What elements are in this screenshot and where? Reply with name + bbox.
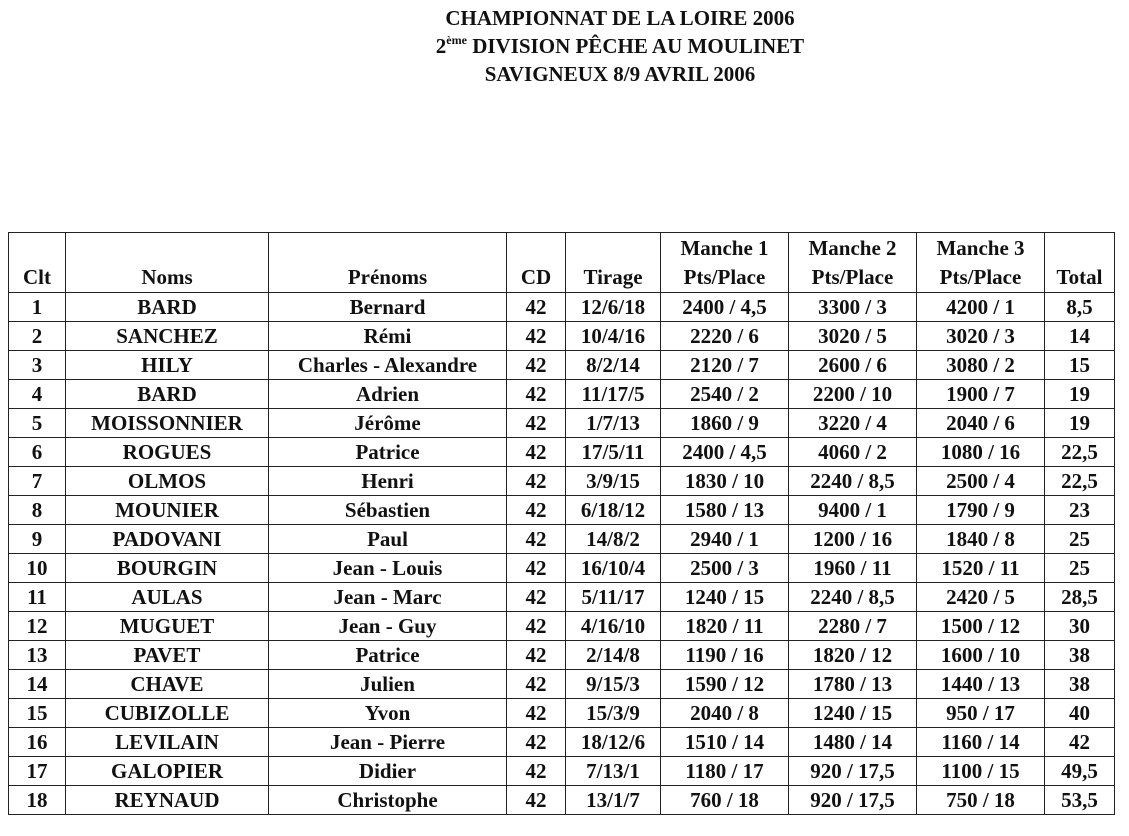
cell-nom: BOURGIN bbox=[66, 554, 269, 583]
cell-nom: BARD bbox=[66, 380, 269, 409]
cell-total: 38 bbox=[1045, 670, 1115, 699]
cell-prenom: Christophe bbox=[269, 786, 507, 815]
cell-total: 38 bbox=[1045, 641, 1115, 670]
cell-prenom: Didier bbox=[269, 757, 507, 786]
cell-clt: 17 bbox=[9, 757, 66, 786]
cell-cd: 42 bbox=[507, 554, 566, 583]
header-cell-empty bbox=[269, 233, 507, 263]
cell-tirage: 7/13/1 bbox=[566, 757, 661, 786]
cell-prenom: Patrice bbox=[269, 438, 507, 467]
cell-manche1: 2500 / 3 bbox=[661, 554, 789, 583]
column-header-prenoms: Prénoms bbox=[269, 263, 507, 293]
cell-nom: AULAS bbox=[66, 583, 269, 612]
cell-total: 15 bbox=[1045, 351, 1115, 380]
cell-manche1: 2040 / 8 bbox=[661, 699, 789, 728]
table-row bbox=[9, 728, 1115, 757]
cell-total: 28,5 bbox=[1045, 583, 1115, 612]
cell-cd: 42 bbox=[507, 525, 566, 554]
cell-nom: GALOPIER bbox=[66, 757, 269, 786]
cell-manche1: 2400 / 4,5 bbox=[661, 293, 789, 322]
cell-manche2: 2600 / 6 bbox=[789, 351, 917, 380]
cell-nom: PAVET bbox=[66, 641, 269, 670]
column-header-noms: Noms bbox=[66, 263, 269, 293]
header-manche-2: Manche 2 bbox=[789, 233, 917, 263]
cell-tirage: 3/9/15 bbox=[566, 467, 661, 496]
cell-manche2: 920 / 17,5 bbox=[789, 786, 917, 815]
cell-clt: 11 bbox=[9, 583, 66, 612]
header-manche-3: Manche 3 bbox=[917, 233, 1045, 263]
cell-tirage: 4/16/10 bbox=[566, 612, 661, 641]
cell-manche3: 3080 / 2 bbox=[917, 351, 1045, 380]
cell-total: 49,5 bbox=[1045, 757, 1115, 786]
table-row bbox=[9, 380, 1115, 409]
cell-clt: 1 bbox=[9, 293, 66, 322]
cell-manche3: 1080 / 16 bbox=[917, 438, 1045, 467]
cell-cd: 42 bbox=[507, 322, 566, 351]
cell-manche2: 3300 / 3 bbox=[789, 293, 917, 322]
header-cell-empty bbox=[507, 233, 566, 263]
cell-clt: 14 bbox=[9, 670, 66, 699]
column-header-tirage: Tirage bbox=[566, 263, 661, 293]
table-row bbox=[9, 467, 1115, 496]
cell-manche2: 1960 / 11 bbox=[789, 554, 917, 583]
cell-tirage: 8/2/14 bbox=[566, 351, 661, 380]
cell-tirage: 14/8/2 bbox=[566, 525, 661, 554]
cell-manche1: 1590 / 12 bbox=[661, 670, 789, 699]
cell-tirage: 5/11/17 bbox=[566, 583, 661, 612]
cell-cd: 42 bbox=[507, 293, 566, 322]
cell-nom: CUBIZOLLE bbox=[66, 699, 269, 728]
cell-manche3: 1520 / 11 bbox=[917, 554, 1045, 583]
cell-tirage: 11/17/5 bbox=[566, 380, 661, 409]
cell-cd: 42 bbox=[507, 351, 566, 380]
cell-total: 25 bbox=[1045, 554, 1115, 583]
column-header-total: Total bbox=[1045, 263, 1115, 293]
cell-cd: 42 bbox=[507, 641, 566, 670]
header-manche-1: Manche 1 bbox=[661, 233, 789, 263]
division-number: 2 bbox=[435, 34, 447, 58]
cell-cd: 42 bbox=[507, 786, 566, 815]
cell-manche3: 1500 / 12 bbox=[917, 612, 1045, 641]
cell-clt: 3 bbox=[9, 351, 66, 380]
cell-manche3: 1900 / 7 bbox=[917, 380, 1045, 409]
cell-cd: 42 bbox=[507, 728, 566, 757]
cell-prenom: Sébastien bbox=[269, 496, 507, 525]
cell-manche3: 2040 / 6 bbox=[917, 409, 1045, 438]
cell-prenom: Henri bbox=[269, 467, 507, 496]
header-cell-empty bbox=[66, 233, 269, 263]
cell-manche2: 920 / 17,5 bbox=[789, 757, 917, 786]
cell-manche3: 4200 / 1 bbox=[917, 293, 1045, 322]
cell-cd: 42 bbox=[507, 670, 566, 699]
table-row bbox=[9, 670, 1115, 699]
cell-manche3: 2500 / 4 bbox=[917, 467, 1045, 496]
table-row bbox=[9, 351, 1115, 380]
cell-tirage: 10/4/16 bbox=[566, 322, 661, 351]
cell-total: 14 bbox=[1045, 322, 1115, 351]
cell-tirage: 17/5/11 bbox=[566, 438, 661, 467]
cell-manche2: 1240 / 15 bbox=[789, 699, 917, 728]
cell-nom: PADOVANI bbox=[66, 525, 269, 554]
cell-prenom: Jérôme bbox=[269, 409, 507, 438]
cell-tirage: 12/6/18 bbox=[566, 293, 661, 322]
cell-nom: HILY bbox=[66, 351, 269, 380]
cell-manche2: 2280 / 7 bbox=[789, 612, 917, 641]
table-row bbox=[9, 496, 1115, 525]
cell-tirage: 6/18/12 bbox=[566, 496, 661, 525]
column-header-manche2-pts-place: Pts/Place bbox=[789, 263, 917, 293]
cell-manche1: 2120 / 7 bbox=[661, 351, 789, 380]
cell-manche3: 3020 / 3 bbox=[917, 322, 1045, 351]
table-row bbox=[9, 322, 1115, 351]
table-row bbox=[9, 438, 1115, 467]
cell-nom: OLMOS bbox=[66, 467, 269, 496]
cell-manche1: 1860 / 9 bbox=[661, 409, 789, 438]
cell-nom: MUGUET bbox=[66, 612, 269, 641]
cell-total: 19 bbox=[1045, 380, 1115, 409]
cell-tirage: 18/12/6 bbox=[566, 728, 661, 757]
cell-prenom: Jean - Marc bbox=[269, 583, 507, 612]
cell-cd: 42 bbox=[507, 409, 566, 438]
cell-clt: 9 bbox=[9, 525, 66, 554]
cell-clt: 15 bbox=[9, 699, 66, 728]
cell-total: 22,5 bbox=[1045, 438, 1115, 467]
cell-manche2: 1820 / 12 bbox=[789, 641, 917, 670]
cell-prenom: Bernard bbox=[269, 293, 507, 322]
cell-nom: CHAVE bbox=[66, 670, 269, 699]
cell-clt: 6 bbox=[9, 438, 66, 467]
cell-tirage: 16/10/4 bbox=[566, 554, 661, 583]
cell-prenom: Adrien bbox=[269, 380, 507, 409]
cell-total: 42 bbox=[1045, 728, 1115, 757]
cell-manche1: 1240 / 15 bbox=[661, 583, 789, 612]
cell-manche1: 2540 / 2 bbox=[661, 380, 789, 409]
cell-manche1: 2940 / 1 bbox=[661, 525, 789, 554]
cell-tirage: 13/1/7 bbox=[566, 786, 661, 815]
cell-manche3: 1600 / 10 bbox=[917, 641, 1045, 670]
results-table bbox=[8, 232, 1115, 815]
cell-cd: 42 bbox=[507, 496, 566, 525]
cell-total: 23 bbox=[1045, 496, 1115, 525]
cell-clt: 7 bbox=[9, 467, 66, 496]
cell-manche2: 1200 / 16 bbox=[789, 525, 917, 554]
cell-nom: BARD bbox=[66, 293, 269, 322]
header-cell-empty bbox=[1045, 233, 1115, 263]
cell-manche1: 1180 / 17 bbox=[661, 757, 789, 786]
cell-manche2: 3020 / 5 bbox=[789, 322, 917, 351]
cell-manche2: 1780 / 13 bbox=[789, 670, 917, 699]
cell-clt: 4 bbox=[9, 380, 66, 409]
cell-manche2: 2240 / 8,5 bbox=[789, 467, 917, 496]
table-row bbox=[9, 699, 1115, 728]
cell-total: 30 bbox=[1045, 612, 1115, 641]
cell-clt: 16 bbox=[9, 728, 66, 757]
cell-cd: 42 bbox=[507, 467, 566, 496]
table-row bbox=[9, 409, 1115, 438]
cell-total: 25 bbox=[1045, 525, 1115, 554]
cell-clt: 10 bbox=[9, 554, 66, 583]
cell-cd: 42 bbox=[507, 699, 566, 728]
cell-total: 53,5 bbox=[1045, 786, 1115, 815]
cell-prenom: Patrice bbox=[269, 641, 507, 670]
cell-prenom: Jean - Louis bbox=[269, 554, 507, 583]
cell-cd: 42 bbox=[507, 612, 566, 641]
title-line-championship: CHAMPIONNAT DE LA LOIRE 2006 bbox=[445, 6, 795, 30]
cell-manche1: 2400 / 4,5 bbox=[661, 438, 789, 467]
cell-manche1: 1580 / 13 bbox=[661, 496, 789, 525]
cell-clt: 5 bbox=[9, 409, 66, 438]
cell-total: 40 bbox=[1045, 699, 1115, 728]
cell-manche3: 1840 / 8 bbox=[917, 525, 1045, 554]
column-header-manche1-pts-place: Pts/Place bbox=[661, 263, 789, 293]
cell-prenom: Julien bbox=[269, 670, 507, 699]
table-row bbox=[9, 757, 1115, 786]
cell-total: 22,5 bbox=[1045, 467, 1115, 496]
cell-tirage: 9/15/3 bbox=[566, 670, 661, 699]
table-row bbox=[9, 293, 1115, 322]
cell-manche3: 750 / 18 bbox=[917, 786, 1045, 815]
cell-total: 19 bbox=[1045, 409, 1115, 438]
cell-clt: 8 bbox=[9, 496, 66, 525]
header-cell-empty bbox=[9, 233, 66, 263]
cell-manche3: 2420 / 5 bbox=[917, 583, 1045, 612]
cell-total: 8,5 bbox=[1045, 293, 1115, 322]
cell-prenom: Rémi bbox=[269, 322, 507, 351]
column-header-cd: CD bbox=[507, 263, 566, 293]
table-row bbox=[9, 641, 1115, 670]
division-suffix: ème bbox=[446, 33, 467, 47]
title-line-division bbox=[0, 32, 1129, 60]
cell-clt: 13 bbox=[9, 641, 66, 670]
cell-clt: 18 bbox=[9, 786, 66, 815]
cell-manche1: 1510 / 14 bbox=[661, 728, 789, 757]
cell-prenom: Paul bbox=[269, 525, 507, 554]
cell-cd: 42 bbox=[507, 757, 566, 786]
cell-manche2: 9400 / 1 bbox=[789, 496, 917, 525]
cell-manche3: 950 / 17 bbox=[917, 699, 1045, 728]
cell-manche1: 1820 / 11 bbox=[661, 612, 789, 641]
table-row bbox=[9, 554, 1115, 583]
cell-cd: 42 bbox=[507, 438, 566, 467]
cell-manche1: 760 / 18 bbox=[661, 786, 789, 815]
header-cell-empty bbox=[566, 233, 661, 263]
title-line-location-date: SAVIGNEUX 8/9 AVRIL 2006 bbox=[484, 62, 756, 86]
cell-manche2: 1480 / 14 bbox=[789, 728, 917, 757]
cell-nom: LEVILAIN bbox=[66, 728, 269, 757]
cell-clt: 12 bbox=[9, 612, 66, 641]
table-row bbox=[9, 583, 1115, 612]
cell-manche2: 4060 / 2 bbox=[789, 438, 917, 467]
header-row-manche bbox=[9, 233, 1115, 263]
cell-tirage: 1/7/13 bbox=[566, 409, 661, 438]
cell-prenom: Jean - Pierre bbox=[269, 728, 507, 757]
cell-prenom: Charles - Alexandre bbox=[269, 351, 507, 380]
table-row bbox=[9, 786, 1115, 815]
cell-cd: 42 bbox=[507, 380, 566, 409]
table-row bbox=[9, 612, 1115, 641]
cell-manche1: 2220 / 6 bbox=[661, 322, 789, 351]
column-header-clt: Clt bbox=[9, 263, 66, 293]
cell-nom: MOISSONNIER bbox=[66, 409, 269, 438]
cell-manche1: 1830 / 10 bbox=[661, 467, 789, 496]
cell-tirage: 2/14/8 bbox=[566, 641, 661, 670]
cell-manche1: 1190 / 16 bbox=[661, 641, 789, 670]
cell-nom: REYNAUD bbox=[66, 786, 269, 815]
cell-prenom: Yvon bbox=[269, 699, 507, 728]
cell-manche2: 3220 / 4 bbox=[789, 409, 917, 438]
cell-nom: MOUNIER bbox=[66, 496, 269, 525]
cell-manche2: 2240 / 8,5 bbox=[789, 583, 917, 612]
cell-manche3: 1160 / 14 bbox=[917, 728, 1045, 757]
cell-nom: ROGUES bbox=[66, 438, 269, 467]
cell-manche3: 1440 / 13 bbox=[917, 670, 1045, 699]
table-row bbox=[9, 525, 1115, 554]
cell-manche3: 1790 / 9 bbox=[917, 496, 1045, 525]
cell-clt: 2 bbox=[9, 322, 66, 351]
cell-cd: 42 bbox=[507, 583, 566, 612]
cell-tirage: 15/3/9 bbox=[566, 699, 661, 728]
header-row-columns bbox=[9, 263, 1115, 293]
results-table-body bbox=[9, 233, 1115, 815]
cell-nom: SANCHEZ bbox=[66, 322, 269, 351]
document-title bbox=[0, 4, 1129, 88]
cell-manche2: 2200 / 10 bbox=[789, 380, 917, 409]
cell-manche3: 1100 / 15 bbox=[917, 757, 1045, 786]
division-label: DIVISION PÊCHE AU MOULINET bbox=[466, 34, 805, 58]
column-header-manche3-pts-place: Pts/Place bbox=[917, 263, 1045, 293]
cell-prenom: Jean - Guy bbox=[269, 612, 507, 641]
